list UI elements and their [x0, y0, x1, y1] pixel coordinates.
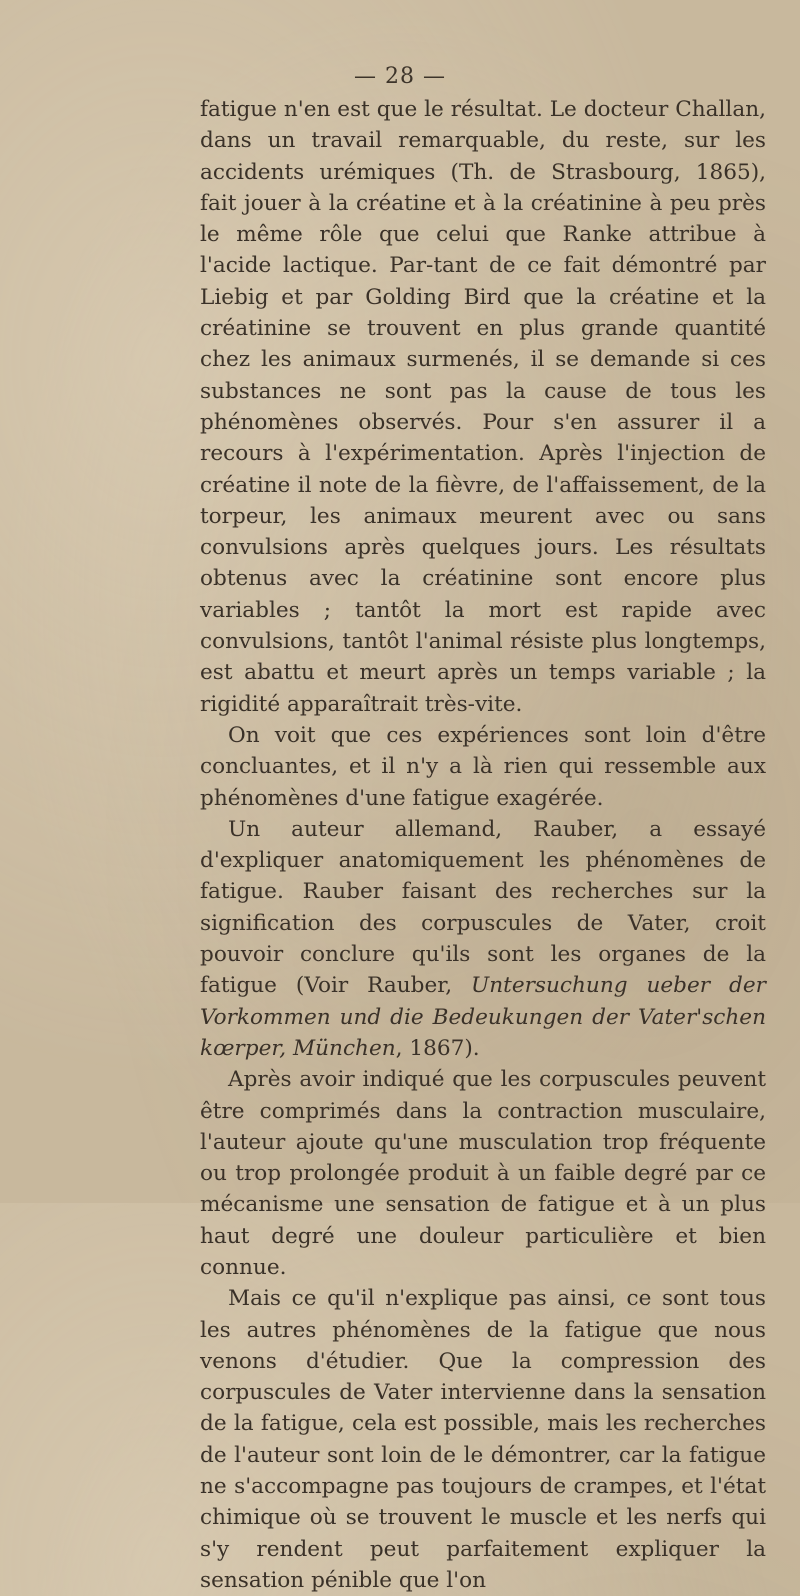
paragraph-3-citation-title: Untersuchung ueber der Vorkommen und die Bedeukungen der Vater'schen kœrper, München	[200, 973, 766, 1061]
paragraph-3-text-before: Un auteur allemand, Rauber, a essayé d'expliquer anatomiquement les phénomènes de fatigue. Rauber faisant des recherches sur la signification des corpuscules de Vater, croit pouvoir conclure qu'ils sont les organes de la fatigue (Voir Rauber,	[200, 816, 766, 999]
paragraph-5: Mais ce qu'il n'explique pas ainsi, ce sont tous les autres phénomènes de la fatigue que nous venons d'étudier. Que la compression des corpuscules de Vater intervienne dans la sensation de la fatigue, cela est possible, mais les recherches de l'auteur sont loin de le démontrer, car la fatigue ne s'accompagne pas toujours de crampes, et l'état chimique où se trouvent le muscle et les nerfs qui s'y rendent peut parfaitement expliquer la sensation pénible que l'on	[200, 1286, 766, 1593]
paragraph-3-text-after: , 1867).	[395, 1035, 480, 1061]
paragraph-3	[200, 814, 766, 1064]
paragraph-1: fatigue n'en est que le résultat. Le docteur Challan, dans un travail remarquable, du reste, sur les accidents urémiques (Th. de Strasbourg, 1865), fait jouer à la créatine et à la créatinine à peu près le même rôle que celui que Ranke attribue à l'acide lactique. Par-tant de ce fait démontré par Liebig et par Golding Bird que la créatine et la créatinine se trouvent en plus grande quantité chez les animaux surmenés, il se demande si ces substances ne sont pas la cause de tous les phénomènes observés. Pour s'en assurer il a recours à l'expérimentation. Après l'injection de créatine il note de la fièvre, de l'affaissement, de la torpeur, les animaux meurent avec ou sans convulsions après quelques jours. Les résultats obtenus avec la créatinine sont encore plus variables ; tantôt la mort est rapide avec convulsions, tantôt l'animal résiste plus longtemps, est abattu et meurt après un temps variable ; la rigidité apparaîtrait très-vite.	[200, 97, 766, 717]
paragraph-4: Après avoir indiqué que les corpuscules peuvent être comprimés dans la contraction musculaire, l'auteur ajoute qu'une musculation trop fréquente ou trop prolongée produit à un faible degré par ce mécanisme une sensation de fatigue et à un plus haut degré une douleur particulière et bien connue.	[200, 1067, 766, 1280]
body-text	[200, 94, 766, 1596]
paragraph-2: On voit que ces expériences sont loin d'être concluantes, et il n'y a là rien qui ressemble aux phénomènes d'une fatigue exagérée.	[200, 722, 766, 811]
page-number: — 28 —	[354, 64, 446, 89]
